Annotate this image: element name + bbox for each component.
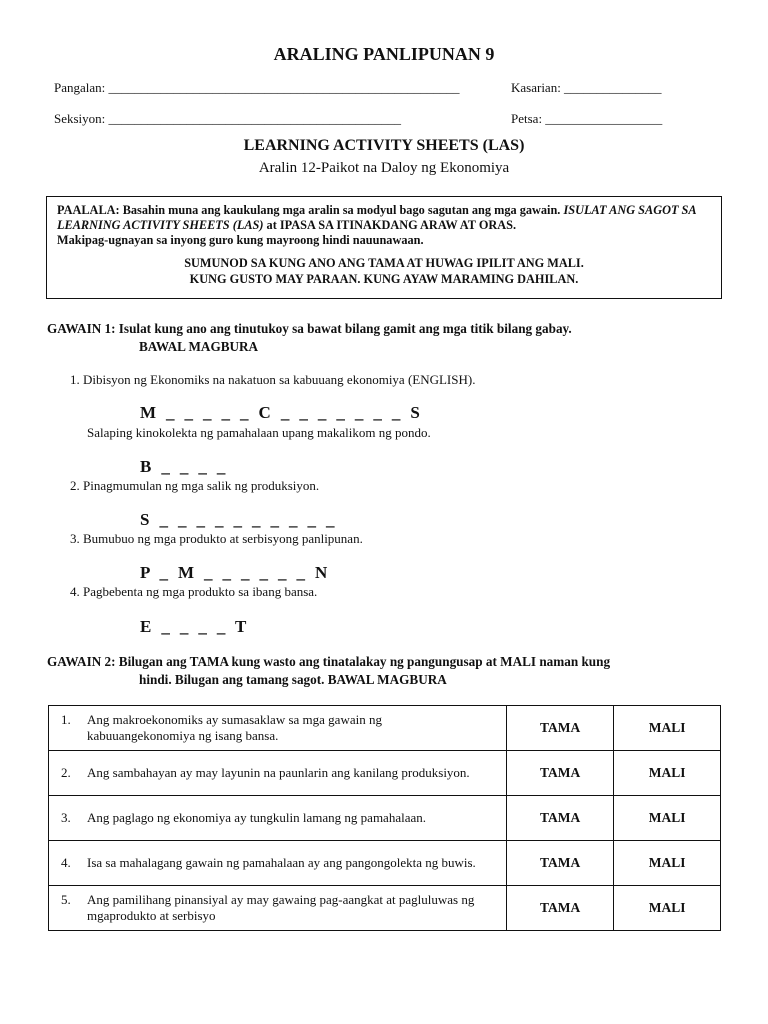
gawain2-line1: GAWAIN 2: Bilugan ang TAMA kung wasto ang tinatalakay ng pangungusap at MALI naman kung — [47, 654, 611, 669]
statement-number: 2. — [61, 765, 71, 780]
statement-cell — [49, 841, 507, 886]
motto-line-2: KUNG GUSTO MAY PARAAN. KUNG AYAW MARAMING DAHILAN. — [189, 271, 579, 286]
question-3: 3. Bumubuo ng mga produkto at serbisyong panlipunan. — [70, 531, 363, 546]
table-row — [49, 886, 721, 931]
statement-cell — [49, 886, 507, 931]
motto-line-1: SUMUNOD SA KUNG ANO ANG TAMA AT HUWAG IPILIT ANG MALI. — [184, 256, 584, 270]
tama-option[interactable]: TAMA — [506, 751, 613, 796]
gawain2-line2: hindi. Bilugan ang tamang sagot. BAWAL MAGBURA — [139, 672, 447, 687]
mali-option[interactable]: MALI — [614, 886, 721, 931]
las-title: LEARNING ACTIVITY SHEETS (LAS) — [243, 137, 525, 154]
mali-option[interactable]: MALI — [614, 751, 721, 796]
statement-text: Ang paglago ng ekonomiya ay tungkulin lamang ng pamahalaan. — [87, 810, 426, 825]
answer-blank-2[interactable]: S _ _ _ _ _ _ _ _ _ _ — [140, 510, 335, 529]
statement-number: 3. — [61, 810, 71, 825]
question-1: 1. Dibisyon ng Ekonomiks na nakatuon sa kabuuang ekonomiya (ENGLISH). — [70, 372, 476, 387]
las-subtitle: Aralin 12-Paikot na Daloy ng Ekonomiya — [258, 160, 510, 176]
answer-blank-1[interactable]: M _ _ _ _ _ C _ _ _ _ _ _ _ S — [140, 403, 421, 422]
seksiyon-field[interactable]: Seksiyon: _____________________________________________ — [54, 111, 402, 126]
statement-text: Ang sambahayan ay may layunin na paunlarin ang kanilang produksiyon. — [87, 765, 470, 780]
gawain1-line2: BAWAL MAGBURA — [139, 339, 259, 354]
tama-option[interactable]: TAMA — [506, 796, 613, 841]
question-2: 2. Pinagmumulan ng mga salik ng produksiyon. — [70, 478, 320, 493]
reminder-prefix: PAALALA: Basahin muna ang kaukulang mga aralin sa modyul bago sagutan ang mga gawain. — [57, 203, 564, 217]
motto — [57, 256, 711, 287]
statement-cell — [49, 796, 507, 841]
statement-number: 5. — [61, 892, 71, 907]
statement-text: Ang makroekonomiks ay sumasaklaw sa mga gawain ng kabuuangekonomiya ng isang bansa. — [87, 712, 382, 743]
petsa-field[interactable]: Petsa: __________________ — [511, 111, 663, 126]
mali-option[interactable]: MALI — [614, 796, 721, 841]
pangalan-field[interactable]: Pangalan: ______________________________________________________ — [54, 80, 460, 95]
question-4: 4. Pagbebenta ng mga produkto sa ibang bansa. — [70, 584, 318, 599]
reminder-italic: ISULAT ANG SAGOT SA LEARNING ACTIVITY SHEETS (LAS) — [57, 203, 696, 232]
gawain2-instructions — [47, 653, 610, 689]
reminder-text — [57, 203, 711, 248]
kasarian-field[interactable]: Kasarian: _______________ — [511, 80, 662, 95]
document-title: ARALING PANLIPUNAN 9 — [273, 44, 495, 64]
tama-option[interactable]: TAMA — [506, 841, 613, 886]
table-row — [49, 751, 721, 796]
statement-text: Isa sa mahalagang gawain ng pamahalaan ay ang pangongolekta ng buwis. — [87, 855, 476, 870]
tama-option[interactable]: TAMA — [506, 886, 613, 931]
reminder-suffix: at IPASA SA ITINAKDANG ARAW AT ORAS. — [263, 218, 517, 232]
question-buwis: Salaping kinokolekta ng pamahalaan upang makalikom ng pondo. — [87, 425, 431, 440]
answer-blank-3[interactable]: P _ M _ _ _ _ _ _ N — [140, 563, 328, 582]
statement-number: 4. — [61, 855, 71, 870]
reminder-box — [46, 196, 722, 299]
statement-number: 1. — [61, 712, 71, 727]
mali-option[interactable]: MALI — [614, 841, 721, 886]
true-false-table — [48, 705, 721, 931]
answer-blank-buwis[interactable]: B _ _ _ _ — [140, 457, 226, 476]
gawain1-line1: GAWAIN 1: Isulat kung ano ang tinutukoy sa bawat bilang gamit ang mga titik bilang gabay. — [47, 321, 572, 336]
gawain1-instructions — [47, 320, 572, 356]
mali-option[interactable]: MALI — [614, 706, 721, 751]
table-row — [49, 796, 721, 841]
table-row — [49, 706, 721, 751]
statement-text: Ang pamilihang pinansiyal ay may gawaing pag-aangkat at pagluluwas ng mgaprodukto at serbisyo — [87, 892, 475, 923]
table-row — [49, 841, 721, 886]
answer-blank-4[interactable]: E _ _ _ _ T — [140, 617, 247, 636]
statement-cell — [49, 751, 507, 796]
tama-option[interactable]: TAMA — [506, 706, 613, 751]
reminder-contact: Makipag-ugnayan sa inyong guro kung mayroong hindi nauunawaan. — [57, 233, 424, 247]
statement-cell — [49, 706, 507, 751]
